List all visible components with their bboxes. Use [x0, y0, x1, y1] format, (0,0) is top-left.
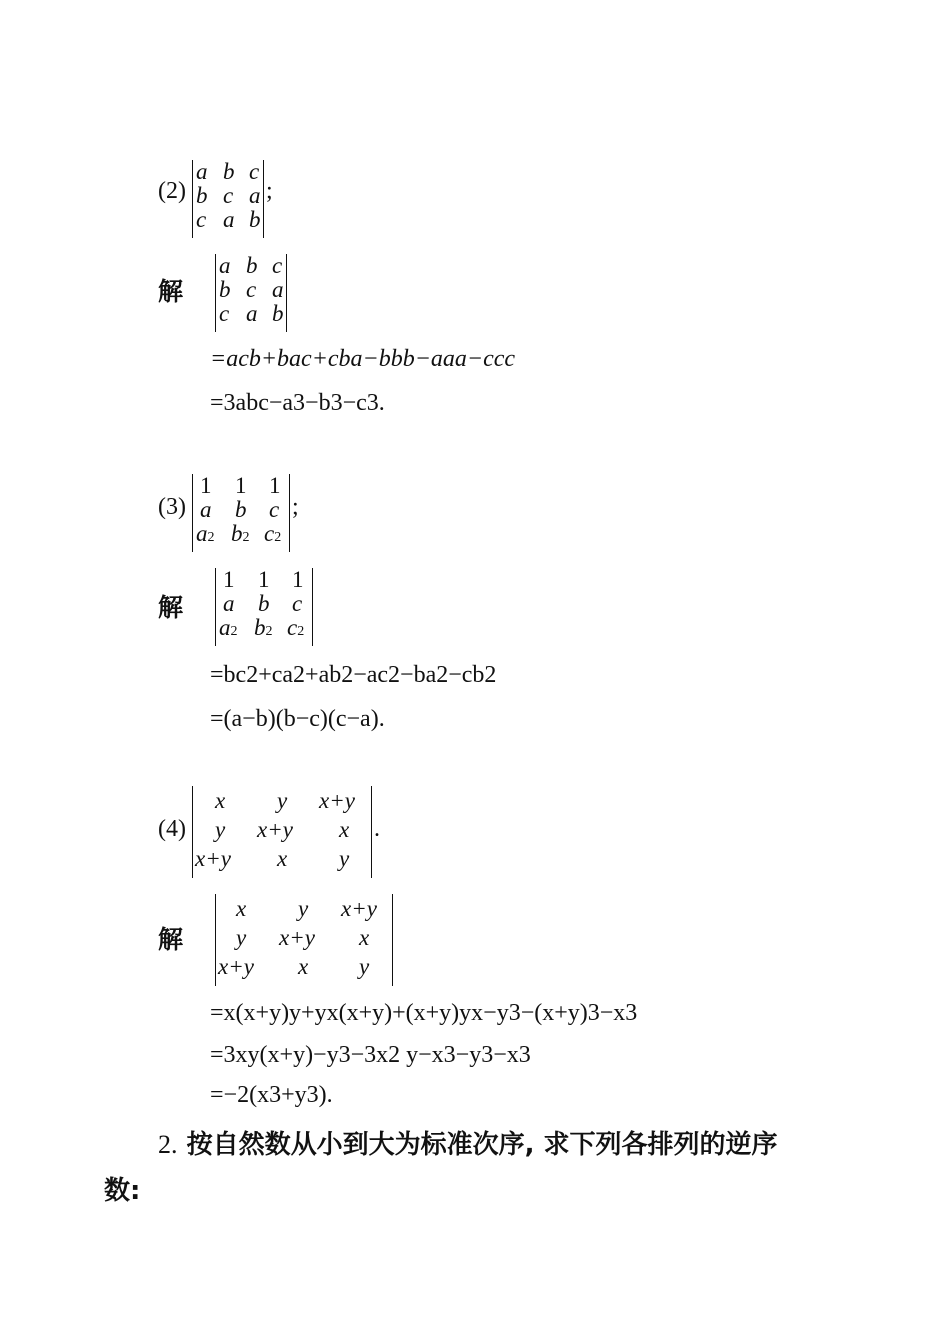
- matrix-cell: 1: [292, 567, 304, 592]
- solution-label: 解: [158, 925, 184, 954]
- matrix-cell: x+y: [218, 954, 254, 979]
- matrix-cell: b: [258, 591, 270, 616]
- determinant: [215, 254, 287, 332]
- matrix-cell: 1: [258, 567, 270, 592]
- problem-label: (3): [158, 494, 186, 520]
- problem-label: (2): [158, 178, 186, 204]
- matrix-cell: c2: [264, 521, 282, 546]
- matrix-cell: c: [272, 253, 283, 278]
- section-heading: [158, 1124, 778, 1161]
- matrix-cell: x: [215, 788, 226, 813]
- matrix-cell: b2: [254, 615, 273, 640]
- problem-terminator: .: [374, 816, 380, 842]
- matrix-cell: a2: [196, 521, 215, 546]
- solution-step: =acb+bac+cba−bbb−aaa−ccc: [210, 346, 516, 372]
- solution-label: 解: [158, 593, 184, 622]
- matrix-cell: 1: [200, 473, 212, 498]
- matrix-cell: x+y: [257, 817, 293, 842]
- matrix-cell: b: [272, 301, 284, 326]
- matrix-cell: a: [200, 497, 212, 522]
- matrix-cell: y: [298, 896, 309, 921]
- exponent-digit: 2: [297, 624, 305, 639]
- matrix-cell: x: [359, 925, 370, 950]
- section-text-continued: 数:: [104, 1176, 141, 1206]
- matrix-cell: c: [292, 591, 303, 616]
- exponent-digit: 2: [265, 624, 273, 639]
- exponent-digit: 2: [230, 624, 238, 639]
- matrix-cell: a: [219, 253, 231, 278]
- matrix-cell: c: [196, 207, 207, 232]
- matrix-cell: x: [277, 846, 288, 871]
- matrix-cell: y: [215, 817, 226, 842]
- exponent-digit: 2: [242, 530, 250, 545]
- matrix-cell: x+y: [279, 925, 315, 950]
- matrix-cell: a: [272, 277, 284, 302]
- matrix-cell: x+y: [319, 788, 355, 813]
- determinant: [192, 786, 372, 878]
- matrix-cell: x+y: [341, 896, 377, 921]
- matrix-cell: a: [246, 301, 258, 326]
- matrix-cell: x: [339, 817, 350, 842]
- solution-step: =x(x+y)y+yx(x+y)+(x+y)yx−y3−(x+y)3−x3: [210, 1000, 638, 1026]
- matrix-cell: y: [339, 846, 350, 871]
- exponent-digit: 2: [274, 530, 282, 545]
- determinant: [215, 894, 393, 986]
- section-text: 按自然数从小到大为标准次序, 求下列各排列的逆序: [186, 1130, 778, 1160]
- matrix-cell: a: [223, 207, 235, 232]
- matrix-cell: y: [277, 788, 288, 813]
- matrix-cell: 1: [223, 567, 235, 592]
- matrix-cell: y: [359, 954, 370, 979]
- matrix-cell: 1: [269, 473, 281, 498]
- exponent-digit: 2: [207, 530, 215, 545]
- solution-step: =3abc−a3−b3−c3.: [210, 390, 385, 416]
- matrix-cell: x: [298, 954, 309, 979]
- matrix-cell: c2: [287, 615, 305, 640]
- matrix-cell: c: [246, 277, 257, 302]
- matrix-cell: c: [249, 159, 260, 184]
- matrix-cell: c: [223, 183, 234, 208]
- matrix-cell: a: [249, 183, 261, 208]
- determinant: [192, 474, 290, 552]
- matrix-cell: a2: [219, 615, 238, 640]
- matrix-cell: x+y: [195, 846, 231, 871]
- matrix-cell: x: [236, 896, 247, 921]
- matrix-cell: b: [219, 277, 231, 302]
- determinant: [215, 568, 313, 646]
- problem-label: (4): [158, 816, 186, 842]
- matrix-cell: b: [246, 253, 258, 278]
- matrix-cell: a: [223, 591, 235, 616]
- matrix-cell: c: [219, 301, 230, 326]
- matrix-cell: b2: [231, 521, 250, 546]
- section-number: 2.: [158, 1130, 178, 1159]
- solution-step: =3xy(x+y)−y3−3x2 y−x3−y3−x3: [210, 1042, 531, 1068]
- solution-step: =−2(x3+y3).: [210, 1082, 333, 1108]
- solution-step: =bc2+ca2+ab2−ac2−ba2−cb2: [210, 662, 497, 688]
- matrix-cell: c: [269, 497, 280, 522]
- matrix-cell: b: [235, 497, 247, 522]
- matrix-cell: b: [249, 207, 261, 232]
- matrix-cell: 1: [235, 473, 247, 498]
- determinant: [192, 160, 264, 238]
- solution-step: =(a−b)(b−c)(c−a).: [210, 706, 385, 732]
- matrix-cell: b: [196, 183, 208, 208]
- matrix-cell: y: [236, 925, 247, 950]
- matrix-cell: b: [223, 159, 235, 184]
- problem-terminator: ;: [292, 494, 299, 520]
- problem-terminator: ;: [266, 178, 273, 204]
- solution-label: 解: [158, 277, 184, 306]
- matrix-cell: a: [196, 159, 208, 184]
